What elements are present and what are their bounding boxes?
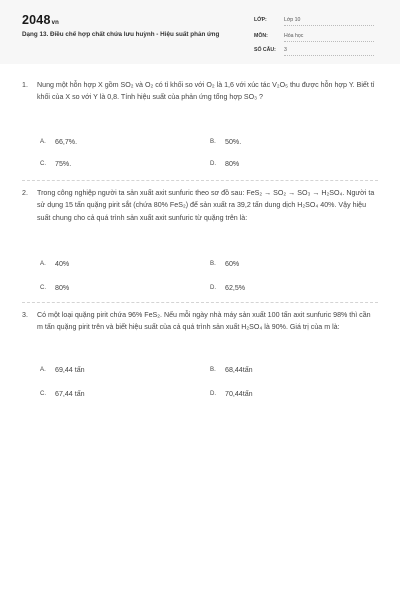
option-text: 60% — [225, 260, 240, 268]
question-text: Nung một hỗn hợp X gồm SO₂ và O₂ có tỉ khối so với O₂ là 1,6 với xúc tác V₂O₅ thu được hỗn hợp Y. Biết tỉ khối của X so với Y là 0,8. Tính hiệu suất của phản ứng tổng hợp SO₃ ? — [37, 81, 375, 102]
logo-text: 2048 — [22, 13, 51, 27]
option-text: 62,5% — [225, 284, 246, 292]
meta-class-underline — [284, 25, 374, 26]
option-text: 80% — [225, 160, 240, 168]
option-text: 69,44 tấn — [55, 366, 85, 374]
meta-subject-label: MÔN: — [254, 33, 268, 39]
question-number: 3. — [22, 311, 28, 319]
question-text: Có một loại quặng pirit chứa 96% FeS₂. Nếu mỗi ngày nhà máy sản xuất 100 tấn axit sunfuric 98% thì cần m tấn quặng pirit trên và biết hiệu suất của cả quá trình sản xuất H₂SO₄ là 90%. Giá trị của m là: — [37, 311, 371, 332]
option-text: 40% — [55, 260, 70, 268]
question-divider — [22, 180, 378, 181]
option-letter: B. — [210, 366, 216, 373]
option-letter: D. — [210, 284, 217, 291]
meta-count — [254, 46, 374, 56]
meta-count-label: SỐ CÂU: — [254, 47, 276, 53]
meta-count-value: 3 — [284, 47, 287, 53]
option-text: 66,7%. — [55, 138, 78, 146]
site-logo[interactable] — [22, 13, 59, 27]
option-text: 67,44 tấn — [55, 390, 85, 398]
option-letter: A. — [40, 366, 46, 373]
option-text: 70,44tấn — [225, 390, 253, 398]
option-letter: D. — [210, 160, 217, 167]
option-text: 80% — [55, 284, 70, 292]
meta-subject-underline — [284, 41, 374, 42]
option-letter: D. — [210, 390, 217, 397]
option-letter: C. — [40, 160, 47, 167]
option-text: 50%. — [225, 138, 242, 146]
option-letter: C. — [40, 390, 47, 397]
option-text: 75%. — [55, 160, 72, 168]
question-number: 1. — [22, 81, 28, 89]
option-text: 68,44tấn — [225, 366, 253, 374]
meta-count-underline — [284, 55, 374, 56]
worksheet-title: Dạng 13. Điều chế hợp chất chứa lưu huỳnh - Hiệu suất phản ứng — [22, 31, 220, 38]
question-text: Trong công nghiệp người ta sản xuất axit sunfuric theo sơ đồ sau: FeS₂ → SO₂ → SO₃ → H₂SO₄. Người ta sử dụng 15 tấn quặng pirit sắt (chứa 80% FeS₂) để sản xuất ra 39,2 tấn dung dịch H₂SO₄ 40%. Vậy hiệu suất chung cho cả quá trình sản xuất axit sunfuric từ quặng trên là: — [37, 189, 375, 222]
meta-class-value: Lớp 10 — [284, 17, 301, 23]
question-number: 2. — [22, 189, 28, 197]
option-letter: A. — [40, 260, 46, 267]
meta-subject-value: Hóa học — [284, 33, 304, 39]
meta-class — [254, 16, 374, 26]
option-letter: B. — [210, 138, 216, 145]
meta-class-label: LỚP: — [254, 17, 267, 23]
logo-suffix: vn — [51, 20, 60, 26]
option-letter: B. — [210, 260, 216, 267]
question-divider — [22, 302, 378, 303]
option-letter: C. — [40, 284, 47, 291]
meta-subject — [254, 32, 374, 42]
worksheet-header — [0, 0, 400, 64]
option-letter: A. — [40, 138, 46, 145]
